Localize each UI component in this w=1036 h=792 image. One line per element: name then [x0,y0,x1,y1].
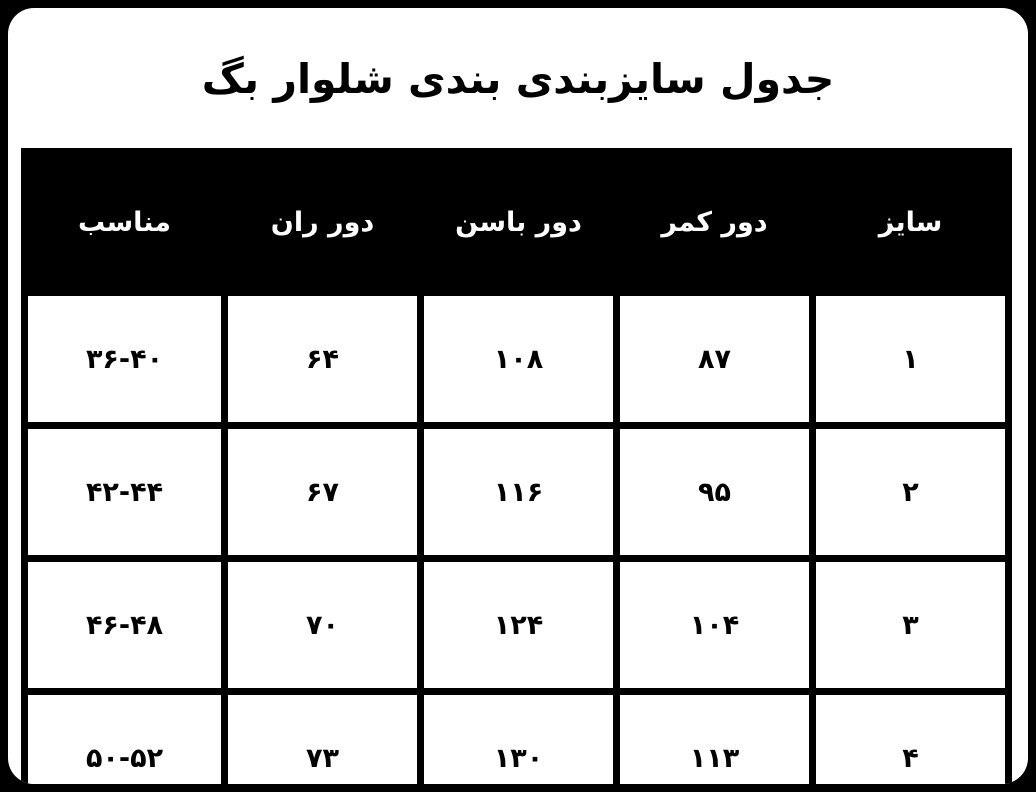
cell-size: ۴ [813,692,1009,785]
cell-hip: ۱۰۸ [421,293,617,426]
size-table-container [28,148,1012,772]
cell-waist: ۸۷ [617,293,813,426]
size-table [21,148,1012,784]
cell-fit: ۴۲-۴۴ [25,426,225,559]
cell-size: ۳ [813,559,1009,692]
cell-fit: ۴۶-۴۸ [25,559,225,692]
cell-fit: ۳۶-۴۰ [25,293,225,426]
column-header-size: سایز [813,152,1009,293]
cell-thigh: ۶۷ [225,426,421,559]
cell-size: ۱ [813,293,1009,426]
cell-size: ۲ [813,426,1009,559]
cell-thigh: ۷۳ [225,692,421,785]
column-header-hip: دور باسن [421,152,617,293]
table-header [25,152,1009,293]
column-header-fit: مناسب [25,152,225,293]
cell-waist: ۱۱۳ [617,692,813,785]
cell-fit: ۵۰-۵۲ [25,692,225,785]
cell-hip: ۱۱۶ [421,426,617,559]
table-row [25,692,1009,785]
cell-thigh: ۷۰ [225,559,421,692]
table-header-row [25,152,1009,293]
cell-waist: ۱۰۴ [617,559,813,692]
column-header-waist: دور کمر [617,152,813,293]
page-title: جدول سایزبندی بندی شلوار بگ [201,55,835,103]
table-row [25,559,1009,692]
cell-hip: ۱۲۴ [421,559,617,692]
column-header-thigh: دور ران [225,152,421,293]
table-body [25,293,1009,785]
table-row [25,426,1009,559]
cell-thigh: ۶۴ [225,293,421,426]
cell-hip: ۱۳۰ [421,692,617,785]
size-chart-card [8,8,1028,784]
table-row [25,293,1009,426]
cell-waist: ۹۵ [617,426,813,559]
